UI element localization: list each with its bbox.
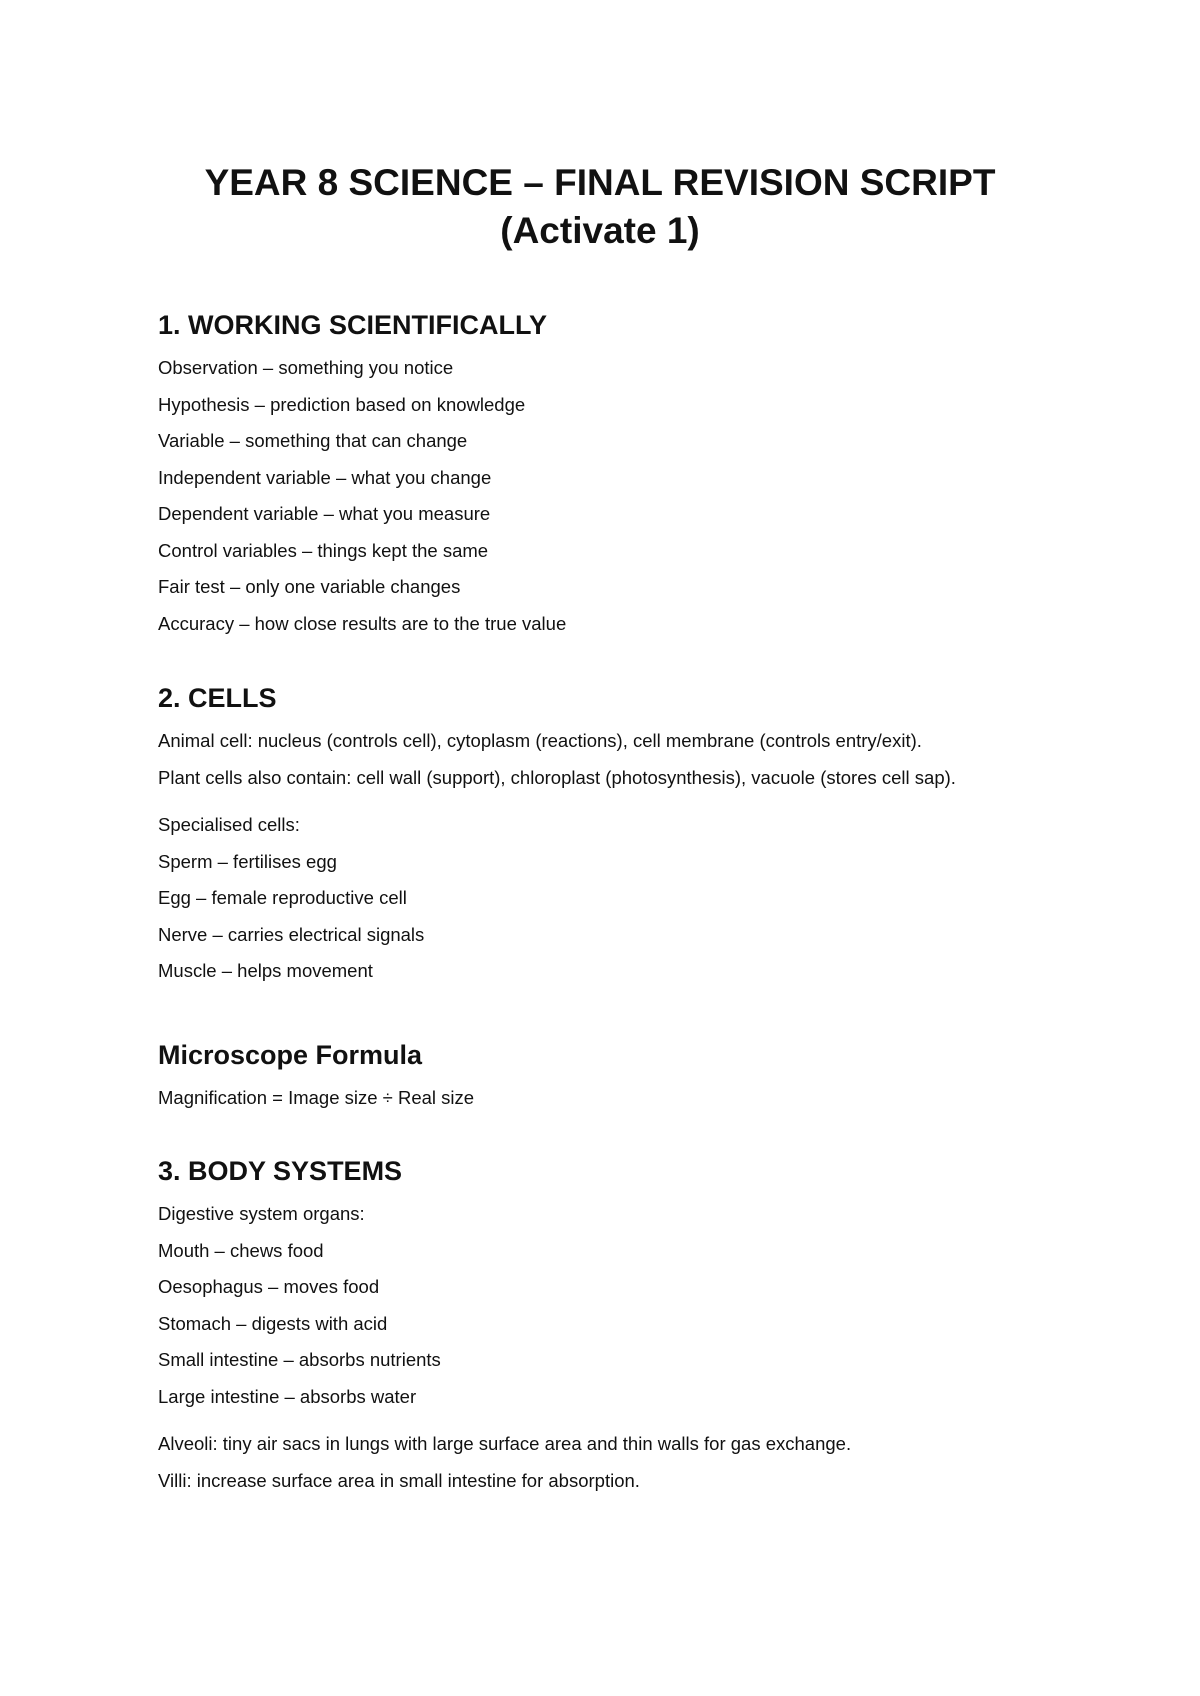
list-item: Large intestine – absorbs water — [158, 1385, 417, 1407]
villi-text: Villi: increase surface area in small intestine for absorption. — [158, 1469, 640, 1491]
list-item: Accuracy – how close results are to the true value — [158, 612, 567, 634]
plant-cell-text: Plant cells also contain: cell wall (support), chloroplast (photosynthesis), vacuole (stores cell sap). — [158, 766, 956, 788]
document-subtitle: (Activate 1) — [500, 210, 700, 251]
list-item: Variable – something that can change — [158, 430, 468, 451]
section-heading: Microscope Formula — [158, 1040, 423, 1070]
list-item: Dependent variable – what you measure — [158, 503, 491, 524]
animal-cell-text: Animal cell: nucleus (controls cell), cytoplasm (reactions), cell membrane (controls entry/exit). — [158, 730, 922, 751]
section-microscope-formula — [158, 1039, 1058, 1117]
alveoli-text: Alveoli: tiny air sacs in lungs with large surface area and thin walls for gas exchange. — [158, 1433, 852, 1454]
section-heading: 1. WORKING SCIENTIFICALLY — [158, 310, 548, 340]
list-item: Mouth – chews food — [158, 1239, 324, 1261]
list-item: Stomach – digests with acid — [158, 1312, 388, 1334]
list-item: Independent variable – what you change — [158, 466, 492, 488]
section-heading: 3. BODY SYSTEMS — [158, 1156, 403, 1186]
list-item: Oesophagus – moves food — [158, 1276, 380, 1297]
list-item: Muscle – helps movement — [158, 960, 373, 981]
list-item: Observation – something you notice — [158, 357, 454, 378]
section-heading: 2. CELLS — [158, 683, 277, 713]
document-title: YEAR 8 SCIENCE – FINAL REVISION SCRIPT — [204, 162, 996, 203]
list-item: Nerve – carries electrical signals — [158, 923, 425, 945]
section-body-systems — [158, 1155, 1058, 1499]
list-item: Egg – female reproductive cell — [158, 887, 407, 908]
section-cells — [158, 682, 1058, 990]
digestive-intro: Digestive system organs: — [158, 1203, 365, 1224]
list-item: Sperm – fertilises egg — [158, 850, 337, 872]
specialised-cells-intro: Specialised cells: — [158, 814, 300, 835]
section-working-scientifically — [158, 309, 1058, 642]
magnification-formula: Magnification = Image size ÷ Real size — [158, 1087, 475, 1108]
list-item: Fair test – only one variable changes — [158, 576, 461, 597]
list-item: Hypothesis – prediction based on knowledge — [158, 393, 526, 415]
list-item: Control variables – things kept the same — [158, 539, 489, 561]
list-item: Small intestine – absorbs nutrients — [158, 1349, 441, 1370]
